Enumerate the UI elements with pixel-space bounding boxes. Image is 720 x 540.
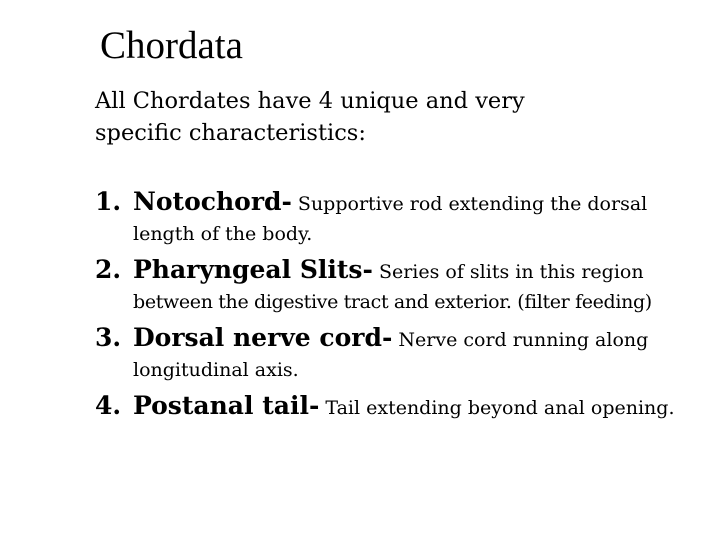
item-term: Postanal tail: [133, 391, 309, 420]
item-description: Nerve cord running along: [398, 329, 649, 351]
slide-title: Chordata: [100, 24, 243, 67]
list-item: [95, 388, 715, 426]
item-separator: -: [362, 255, 373, 284]
item-separator: -: [281, 187, 292, 216]
item-number: 2.: [95, 255, 122, 284]
item-description: Tail extending beyond anal opening.: [325, 397, 675, 419]
item-number: 1.: [95, 187, 122, 216]
intro-text: All Chordates have 4 unique and very specific characteristics:: [95, 88, 525, 146]
item-separator: -: [381, 323, 393, 352]
item-description-continued: longitudinal axis.: [133, 359, 299, 381]
item-term: Notochord: [133, 187, 282, 216]
item-number: 3.: [95, 323, 122, 352]
item-description: Supportive rod extending the dorsal: [297, 193, 648, 215]
list-item: [95, 184, 715, 248]
item-term: Pharyngeal Slits: [133, 255, 363, 284]
item-description: Series of slits in this region: [378, 261, 644, 283]
item-description-continued: between the digestive tract and exterior. (filter feeding): [133, 291, 652, 313]
item-separator: -: [308, 391, 320, 420]
item-description-continued: length of the body.: [133, 223, 313, 245]
item-number: 4.: [95, 391, 122, 420]
item-term: Dorsal nerve cord: [133, 323, 382, 352]
characteristics-list: [95, 184, 715, 426]
list-item: [95, 252, 715, 316]
list-item: [95, 320, 715, 384]
